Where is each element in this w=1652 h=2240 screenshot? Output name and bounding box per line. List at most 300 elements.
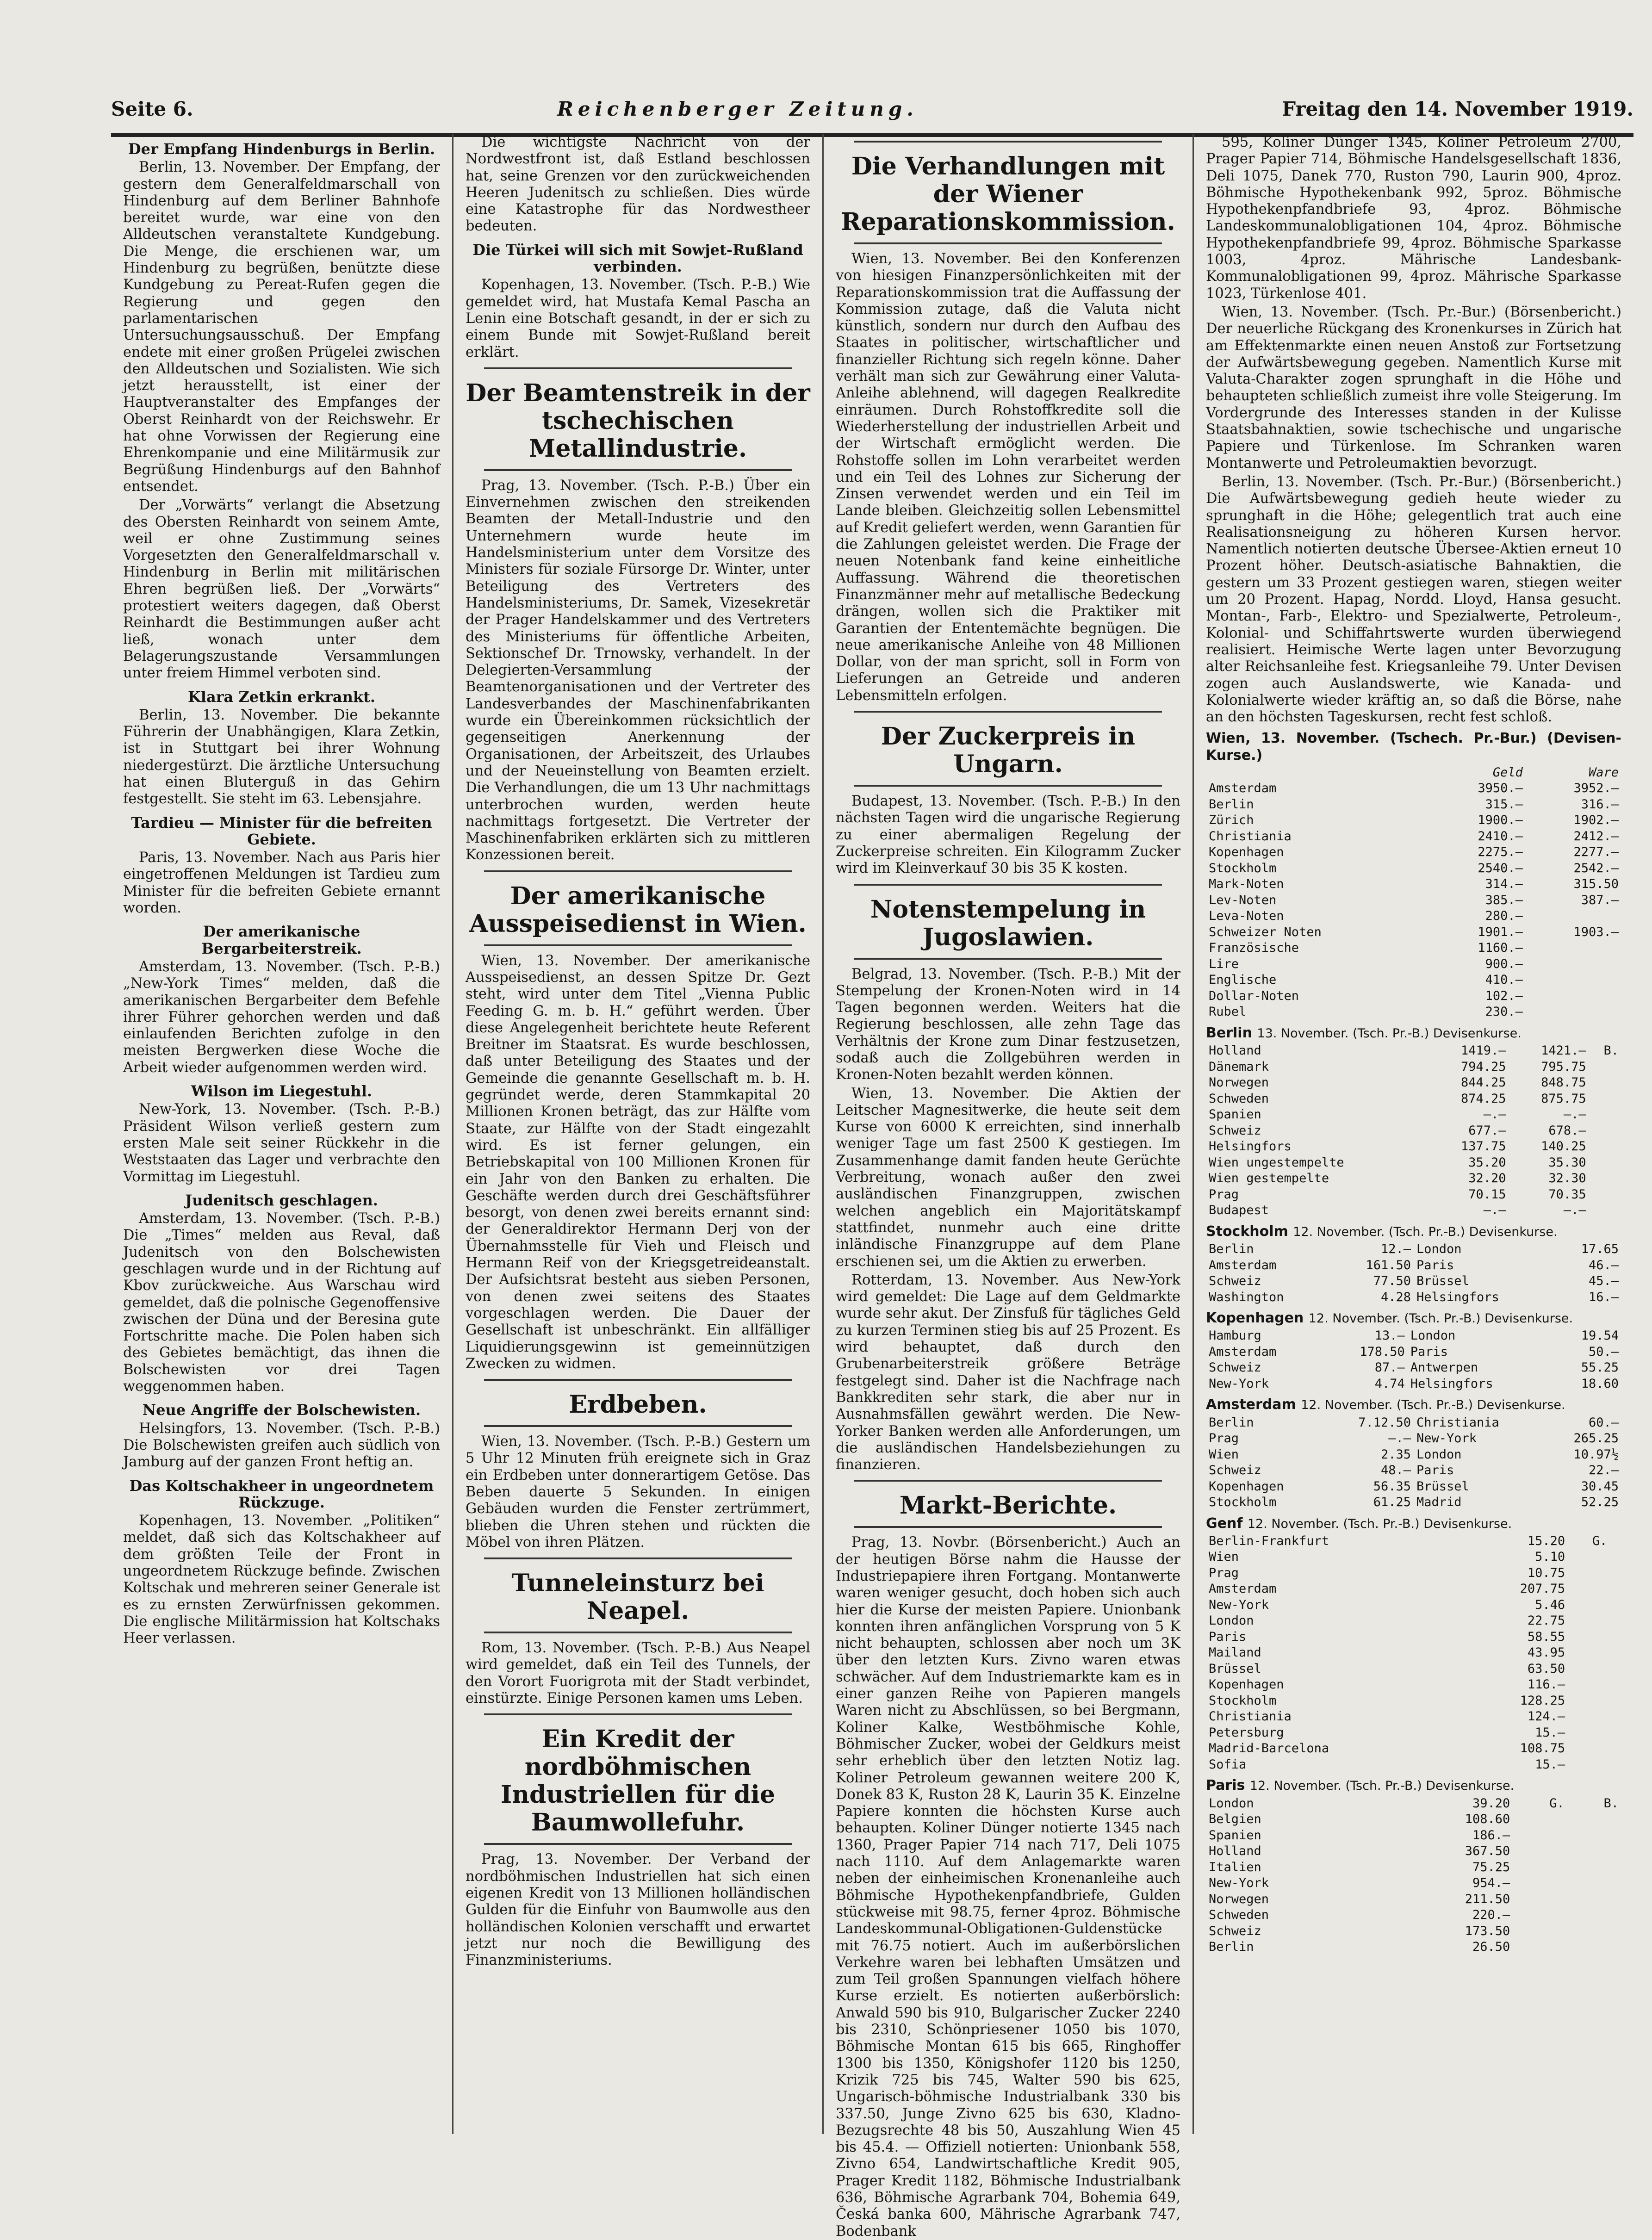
bid-value: 1900.— [1478,813,1523,828]
rate-value: 5.46 [1535,1597,1565,1612]
rate-value: 56.35 [1373,1479,1411,1494]
table-row [1206,1123,1621,1139]
column-2 [453,134,824,2134]
ask-value [1526,1004,1621,1020]
rate-value: 35.20 [1468,1155,1506,1170]
table-row [1206,1581,1621,1597]
currency-name: Dänemark [1209,1059,1269,1074]
ask-value [1526,940,1621,956]
market-heading [1206,1777,1621,1794]
rate-flag [1567,1907,1621,1924]
market-city: Kopenhagen [1206,1310,1309,1327]
currency-name: London [1416,1242,1462,1257]
article-headline: Markt-Berichte. [899,1491,1117,1520]
table-row [1206,1155,1621,1171]
table-row [1206,956,1621,973]
rate-value: 35.30 [1548,1155,1586,1170]
rate-value: 124.— [1527,1709,1565,1724]
rate-value: 848.75 [1541,1075,1586,1090]
rate-value: 220.— [1472,1908,1510,1923]
rate-value: 26.50 [1472,1940,1510,1955]
column-4-market [1194,134,1633,2134]
rate-value: 207.75 [1520,1582,1565,1596]
currency-name: Paris [1416,1258,1454,1272]
bid-value: 2275.— [1478,845,1523,860]
currency-name: Wien [1209,1550,1239,1564]
table-row [1206,1613,1621,1629]
rate-flag: B. [1603,1043,1619,1058]
table-header-row [1206,765,1621,781]
article-text: Wien, 13. November. Der amerikanische Ausspeisedienst, an dessen Spitze Dr. Gezt steht, wird unter dem Titel „Vienna Public Feeding G. m. b. H.“ geführt werden. Über diese Angelegenheit berichtete heute Referent Breitner im Staatsrat. Es wurde beschlossen, daß unter Beteiligung des Staates und der Gemeinde die genannte Gesellschaft m. b. H. gegründet werde, deren Stammkapital 20 Millionen Kronen beträgt, das zur Hälfte vom Staate, zur Hälfte von der Stadt eingezahlt wird. Es ist ferner gelungen, ein Betriebskapital von 100 Millionen Kronen für ein Jahr von den Banken zu erhalten. Die Geschäfte werden durch drei Geschäftsführer besorgt, von denen zwei bereits ernannt sind: der Generaldirektor Hermann Derj von der Übernahmsstelle für Vieh und Fleisch und Hermann Reif von der Kriegsgetreideanstalt. Der Aufsichtsrat besteht aus sieben Personen, von denen zwei seitens des Staates vorgeschlagen werden. Die Dauer der Gesellschaft ist unbeschränkt. Ein allfälliger Liquidierungsgewinn ist gemeinnützigen Zwecken zu widmen. [466,952,810,1372]
currency-name: Hamburg [1209,1328,1261,1343]
rate-value: 15.— [1535,1757,1565,1772]
rate-value: 19.54 [1581,1328,1619,1343]
currency-name: Norwegen [1209,1892,1269,1906]
column-rule [854,884,1162,886]
currency-name: Spanien [1209,1107,1261,1122]
column-rule [854,958,1162,960]
column-rule [484,944,792,946]
rate-value: 10.97½ [1573,1447,1619,1462]
table-row [1206,1796,1621,1812]
rate-value: 265.25 [1573,1431,1619,1446]
currency-name: Paris [1410,1344,1448,1359]
rate-value: 844.25 [1460,1075,1506,1090]
rate-flag [1610,1597,1621,1613]
table-row [1206,844,1621,861]
rate-value: —.— [1563,1107,1586,1122]
table-row [1206,1328,1621,1344]
rate-value: 48.— [1380,1463,1411,1478]
article-heading: Neue Angriffe der Bolschewisten. [142,1401,421,1419]
currency-name: Belgien [1209,1812,1261,1827]
currency-name: Berlin [1209,1415,1254,1430]
currency-name: Prag [1209,1431,1239,1446]
article-heading: Der amerikanische Bergarbeiterstreik. [201,923,362,957]
market-heading [1206,1223,1621,1241]
ask-value [1526,956,1621,973]
currency-name: Sofia [1209,1757,1247,1772]
ask-value [1526,972,1621,988]
table-row [1206,1757,1621,1773]
rate-flag [1589,1203,1621,1219]
column-rule [854,711,1162,713]
rate-value: 61.25 [1373,1495,1411,1510]
rate-value [1513,1939,1567,1955]
rate-value: 22.75 [1527,1613,1565,1628]
rate-value: 13.— [1374,1328,1405,1343]
article-heading: Die Türkei will sich mit Sowjet-Rußland verbinden. [472,241,803,276]
rate-value: 116.— [1527,1677,1565,1692]
rate-value: 795.75 [1541,1059,1586,1074]
currency-name: New-York [1416,1431,1477,1446]
article-text: Berlin, 13. November. Der Empfang, der gestern dem Generalfeldmarschall von Hindenburg auf dem Berliner Bahnhofe bereitet wurde, war eine von den Alldeutschen veranstaltete Kundgebung. Die Menge, die erschienen war, um Hindenburg zu begrüßen, benützte diese Kundgebung zu Pereat-Rufen gegen die Regierung und gegen den parlamentarischen Untersuchungsausschuß. Der Empfang endete mit einer großen Prügelei zwischen den Alldeutschen und Sozialisten. Wie sich jetzt herausstellt, ist einer der Hauptveranstalter des Empfanges der Oberst Reinhardt von der Reichswehr. Er hat ohne Vorwissen der Regierung eine Ehrenkompanie und eine Militärmusik zur Begrüßung Hindenburgs auf den Bahnhof entsendet. [123,159,440,495]
rate-value [1513,1907,1567,1924]
article-headline: Erdbeben. [569,1390,707,1419]
currency-name: Prag [1209,1187,1239,1202]
rate-value: 10.75 [1527,1565,1565,1580]
rate-value: 1421.— [1541,1043,1586,1058]
article-heading: Tardieu — Minister für die befreiten Gebiete. [131,813,432,848]
table-row [1206,876,1621,893]
rate-value: 32.30 [1548,1171,1586,1186]
rate-value: —.— [1388,1431,1411,1446]
bid-value: 2540.— [1478,861,1523,875]
masthead: Reichenberger Zeitung. [557,97,918,120]
currency-name: Holland [1209,1043,1261,1058]
rate-value: 140.25 [1541,1139,1586,1154]
currency-name: Rubel [1209,1005,1247,1019]
rate-value: 5.10 [1535,1550,1565,1564]
rate-flag [1610,1677,1621,1693]
currency-name: Prag [1209,1565,1239,1580]
currency-name: London [1209,1613,1254,1628]
currency-name: New-York [1209,1876,1269,1891]
table-row [1206,1139,1621,1155]
table-row [1206,1344,1621,1360]
currency-name: Christiania [1209,1709,1292,1724]
table-row [1206,1892,1621,1908]
table-row [1206,1290,1621,1306]
bid-value: 410.— [1485,973,1523,987]
currency-name: Brüssel [1209,1661,1261,1676]
table-row [1206,1258,1621,1274]
rate-flag [1610,1757,1621,1773]
column-3 [824,134,1194,2240]
rate-value: 46.— [1588,1258,1619,1272]
rate-value [1513,1875,1567,1892]
bid-value: 314.— [1485,877,1523,892]
rate-value: 39.20 [1472,1796,1510,1811]
table-row [1206,1725,1621,1741]
page-number: Seite 6. [111,97,193,120]
ask-value [1526,908,1621,925]
bid-value: 2410.— [1478,829,1523,844]
currency-name: Wien gestempelte [1209,1171,1329,1186]
currency-name: Stockholm [1209,1495,1277,1510]
rate-flag [1567,1812,1621,1828]
currency-name: Amsterdam [1209,1258,1277,1272]
article-text: Wien, 13. November. (Tsch. P.-B.) Gestern um 5 Uhr 12 Minuten früh ereignete sich in Graz ein Erdbeben unter donnerartigem Getöse. Das Beben dauerte 5 Sekunden. In einigen Gebäuden wurden die Fenster zertrümmert, blieben die Uhren stehen und rückten die Möbel von ihren Plätzen. [466,1433,810,1551]
table-row [1206,1360,1621,1376]
article-text: Paris, 13. November. Nach aus Paris hier eingetroffenen Meldungen ist Tardieu zum Minister für die befreiten Gebiete ernannt worden. [123,850,440,917]
currency-name: Stockholm [1209,861,1277,875]
column-rule [854,785,1162,787]
currency-name: Norwegen [1209,1075,1269,1090]
currency-name: Englische [1209,973,1277,987]
rate-flag [1610,1725,1621,1741]
table-row [1206,908,1621,925]
currency-name: Mark-Noten [1209,877,1284,892]
market-city: Genf [1206,1515,1248,1532]
article-heading: Judenitsch geschlagen. [185,1191,378,1209]
exchange-table [1206,1328,1621,1392]
rate-value: 63.50 [1527,1661,1565,1676]
currency-name: Berlin [1209,797,1254,812]
bid-value: 102.— [1485,988,1523,1003]
exchange-table [1206,1533,1621,1773]
rate-value [1568,1613,1610,1629]
rate-flag [1589,1171,1621,1187]
rate-flag [1589,1123,1621,1139]
table-row [1206,1939,1621,1955]
currency-name: Madrid [1416,1495,1462,1510]
rate-value: 60.— [1588,1415,1619,1430]
rate-value [1568,1725,1610,1741]
currency-name: Schweiz [1209,1360,1261,1375]
rate-value: 75.25 [1472,1860,1510,1874]
rate-flag [1567,1892,1621,1908]
currency-name: London [1410,1328,1456,1343]
rate-flag [1610,1533,1621,1550]
currency-name: Kopenhagen [1209,845,1284,860]
rate-value: 161.50 [1366,1258,1411,1272]
table-row [1206,1187,1621,1203]
article-text: Amsterdam, 13. November. (Tsch. P.-B.) Die „Times“ melden aus Reval, daß Judenitsch von den Bolschewisten geschlagen wurde und in der Richtung auf Kbov zurückweiche. Aus Warschau wird gemeldet, daß die polnische Gegenoffensive zwischen der Düna und der Beresina gute Fortschritte mache. Die Polen haben sich des Gebietes bemächtigt, das ihnen die Bolschewisten vor drei Tagen weggenommen haben. [123,1210,440,1395]
currency-name: Schweden [1209,1091,1269,1106]
currency-name: Antwerpen [1410,1360,1478,1375]
column-rule [484,1843,792,1845]
ask-value: 387.— [1581,893,1619,907]
table-row [1206,1495,1621,1511]
table-row [1206,1812,1621,1828]
ask-value: 3952.— [1573,781,1619,796]
currency-name: Kopenhagen [1209,1677,1284,1692]
rate-value: G. [1592,1533,1608,1548]
article-text: Belgrad, 13. November. (Tsch. P.-B.) Mit der Stempelung der Kronen-Noten wird in 14 Tagen begonnen werden. Weiters hat die Regierung beschlossen, alle zehn Tage das Verhältnis der Krone zum Dinar festzusetzen, sodaß auch die Zollgebühren werden in Kronen-Noten bezahlt werden können. [836,966,1180,1083]
article-headline: Tunneleinsturz bei Neapel. [511,1569,764,1626]
currency-name: Schweiz [1209,1924,1261,1938]
rate-value: 128.25 [1520,1693,1565,1708]
article-text: Prag, 13. Novbr. (Börsenbericht.) Auch an der heutigen Börse nahm die Hausse der Industriepapiere ihren Fortgang. Montanwerte waren weniger gesucht, doch hoben sich auch hier die Kurse der meisten Papiere. Unionbank konnten ihren anfänglichen Vorsprung von 5 K nicht behaupten, schlossen aber noch um 3K über den letzten Kurs. Zivno waren etwas schwächer. Auf dem Industriemarkte kam es in einer ganzen Reihe von Papieren mangels Waren nicht zu Abschlüssen, so bei Bergmann, Koliner Kalke, Westböhmische Kohle, Böhmischer Zucker, wobei der Geldkurs meist sehr erheblich über den letzten Notiz lag. Koliner Petroleum gewannen weitere 200 K, Donek 83 K, Ruston 28 K, Laurin 35 K. Einzelne Papiere konnten die höchsten Kurse auch behaupten. Koliner Dünger notierte 1345 nach 1360, Prager Papier 714 nach 717, Deli 1075 nach 1110. Auf dem Anlagemarkte waren neben der einheimischen Kronenanleihe auch Böhmische Hypothekenpfandbriefe, Gulden stückweise mit 98.75, ferner 4proz. Böhmische Landeskommunal-Obligationen-Guldenstücke mit 76.75 notiert. Auch im außerbörslichen Verkehre waren bei lebhaften Umsätzen und zum Teil großen Spannungen vielfach höhere Kurse erzielt. Es notierten außerbörslich: Anwald 590 bis 910, Bulgarischer Zucker 2240 bis 2310, Schönpriesener 1050 bis 1070, Böhmische Montan 615 bis 665, Ringhoffer 1300 bis 1350, Königshofer 1120 bis 1250, Krizik 725 bis 745, Walter 590 bis 625, Ungarisch-böhmische Industrialbank 330 bis 337.50, Junge Zivno 625 bis 630, Kladno-Bezugsrechte 48 bis 50, Auszahlung Wien 45 bis 45.4. — Offiziell notierten: Unionbank 558, Zivno 654, Landwirtschaftliche Kredit 905, Prager Kredit 1182, Böhmische Industrialbank 636, Böhmische Agrarbank 704, Bohemia 649, Česká banka 600, Mährische Agrarbank 747, Bodenbank [836,1534,1180,2240]
market-heading: Wien, 13. November. (Tschech. Pr.-Bur.) (Devisen-Kurse.) [1206,730,1621,763]
rate-flag: B. [1603,1796,1619,1811]
column-rule [854,141,1162,143]
market-date: 12. November. (Tsch. Pr.-B.) Devisenkurse. [1301,1398,1565,1413]
currency-name: Brüssel [1416,1274,1469,1289]
market-city: Berlin [1206,1024,1257,1041]
currency-name: Budapest [1209,1203,1269,1218]
rate-flag [1610,1565,1621,1582]
currency-name: Washington [1209,1290,1284,1304]
bid-value: 280.— [1485,909,1523,924]
market-city: Amsterdam [1206,1396,1301,1413]
rate-value [1568,1565,1610,1582]
exchange-table [1206,1796,1621,1955]
article-headline: Notenstempelung in Jugoslawien. [870,895,1146,951]
article-headline: Die Verhandlungen mit der Wiener Reparationskommission. [841,152,1175,236]
column-rule [484,870,792,872]
bid-value: 315.— [1485,797,1523,812]
ask-value: 2542.— [1573,861,1619,875]
currency-name: Brüssel [1416,1479,1469,1494]
table-row [1206,1059,1621,1075]
rate-value: 137.75 [1460,1139,1506,1154]
table-row [1206,1415,1621,1431]
rate-value: 7.12.50 [1358,1415,1411,1430]
rate-flag [1589,1187,1621,1203]
table-row [1206,1860,1621,1876]
currency-name: Paris [1209,1629,1247,1644]
currency-name: London [1416,1447,1462,1462]
article-text: Berlin, 13. November. Die bekannte Führerin der Unabhängigen, Klara Zetkin, ist in Stuttgart bei ihrer Wohnung niedergestürzt. Die ärztliche Untersuchung hat einen Bluterguß in das Gehirn festgestellt. Sie steht im 63. Lebensjahre. [123,707,440,807]
rate-value: 17.65 [1581,1242,1619,1257]
exchange-table [1206,1415,1621,1511]
rate-value: 70.35 [1548,1187,1586,1202]
article-text: Rom, 13. November. (Tsch. P.-B.) Aus Neapel wird gemeldet, daß ein Teil des Tunnels, der den Vorort Fuorigrota mit der Stadt verbindet, einstürzte. Einige Personen kamen ums Leben. [466,1640,810,1707]
rate-value: 50.— [1588,1344,1619,1359]
rate-value: 677.— [1468,1123,1506,1138]
rate-value: 22.— [1588,1463,1619,1478]
rate-value: 1419.— [1460,1043,1506,1058]
table-row [1206,1447,1621,1463]
column-1 [111,134,453,2134]
rate-value: 18.60 [1581,1376,1619,1391]
currency-name: Stockholm [1209,1693,1277,1708]
rate-flag [1589,1107,1621,1123]
currency-name: Madrid-Barcelona [1209,1741,1329,1756]
table-row [1206,1629,1621,1645]
rate-value: 173.50 [1465,1924,1510,1938]
currency-name: Amsterdam [1209,781,1277,796]
column-rule [854,1526,1162,1528]
article-headline: Der amerikanische Ausspeisedienst in Wien. [469,881,807,938]
table-row [1206,1924,1621,1940]
currency-name: Holland [1209,1844,1261,1859]
table-row [1206,1645,1621,1661]
rate-value: 794.25 [1460,1059,1506,1074]
rate-value [1513,1892,1567,1908]
rate-value: 77.50 [1373,1274,1411,1289]
ask-value: 1902.— [1573,813,1619,828]
article-heading: Das Koltschakheer in ungeordnetem Rückzuge. [129,1477,434,1511]
table-row [1206,1875,1621,1892]
market-heading [1206,1396,1621,1414]
table-row [1206,940,1621,956]
currency-name: Kopenhagen [1209,1479,1284,1494]
ask-value: 2277.— [1573,845,1619,860]
rate-value: —.— [1563,1203,1586,1218]
rate-flag [1589,1059,1621,1075]
table-row [1206,1709,1621,1725]
article-text: Kopenhagen, 13. November. (Tsch. P.-B.) Wie gemeldet wird, hat Mustafa Kemal Pascha an Lenin eine Botschaft gesandt, in der er sich zu einem Bunde mit Sowjet-Rußland bereit erklärt. [466,277,810,360]
rate-value: 178.50 [1360,1344,1405,1359]
currency-name: Amsterdam [1209,1582,1277,1596]
rate-value [1513,1828,1567,1844]
ask-value: 315.50 [1573,877,1619,892]
currency-name: Berlin-Frankfurt [1209,1533,1329,1548]
currency-name: New-York [1209,1376,1269,1391]
rate-value: 30.45 [1581,1479,1619,1494]
article-text: Helsingfors, 13. November. (Tsch. P.-B.) Die Bolschewisten greifen auch südlich von Jamburg auf der ganzen Front heftig an. [123,1420,440,1471]
table-row [1206,797,1621,813]
column-rule [484,1713,792,1715]
rate-value: 4.28 [1380,1290,1411,1304]
rate-flag [1610,1581,1621,1597]
currency-name: Wien [1209,1447,1239,1462]
article-text: Budapest, 13. November. (Tsch. P.-B.) In den nächsten Tagen wird die ungarische Regierung zu einer abermaligen Regelung der Zuckerpreise schreiten. Ein Kilogramm Zucker wird im Kleinverkauf 30 bis 35 K kosten. [836,793,1180,877]
column-rule [484,469,792,471]
rate-value: 186.— [1472,1828,1510,1843]
market-heading [1206,1515,1621,1533]
rate-value [1568,1693,1610,1709]
article-heading: Wilson im Liegestuhl. [191,1082,372,1100]
rate-flag [1589,1075,1621,1091]
table-row [1206,1907,1621,1924]
article-text: Prag, 13. November. Der Verband der nordböhmischen Industriellen hat sich einen eigenen Kredit von 13 Millionen holländischen Gulden für die Einfuhr von Baumwolle aus den holländischen Kolonien verschafft und erwartet jetzt nur noch die Bewilligung des Finanzministeriums. [466,1851,810,1969]
currency-name: Paris [1416,1463,1454,1478]
rate-value: 367.50 [1465,1844,1510,1859]
rate-value: G. [1549,1796,1565,1811]
bid-value: 900.— [1485,956,1523,971]
currency-name: Wien ungestempelte [1209,1155,1344,1170]
article-headline: Der Beamtenstreik in der tschechischen Metallindustrie. [466,379,810,463]
market-report-text: 595, Koliner Dünger 1345, Koliner Petroleum 2700, Prager Papier 714, Böhmische Handelsgesellschaft 1836, Deli 1075, Danek 770, Ruston 790, Laurin 900, 4proz. Böhmische Hypothekenbank 992, 5proz. Böhmische Hypothekenpfandbriefe 93, 4proz. Böhmische Landeskommunalobligationen 104, 4proz. Böhmische Hypothekenpfandbriefe 99, 4proz. Böhmische Sparkasse 1003, 4proz. Mährische Landesbank-Kommunalobligationen 99, 4proz. Mährische Sparkasse 1023, Türkenlose 401. [1206,134,1621,302]
rate-value: —.— [1483,1107,1506,1122]
currency-name: Berlin [1209,1242,1254,1257]
rate-value: 15.20 [1527,1533,1565,1548]
article-text: Der „Vorwärts“ verlangt die Absetzung des Obersten Reinhardt von seinem Amte, weil er ohne Zustimmung seines Vorgesetzten den Generalfeldmarschall v. Hindenburg in Berlin mit militärischen Ehren begrüßen ließ. Der „Vorwärts“ protestiert weiters dagegen, daß Oberst Reinhardt die Bestimmungen außer acht ließ, wonach unter dem Belagerungszustande Versammlungen unter freiem Himmel verboten sind. [123,497,440,682]
table-row [1206,813,1621,829]
currency-name: Amsterdam [1209,1344,1277,1359]
rate-value [1513,1812,1567,1828]
table-row [1206,1828,1621,1844]
rate-value: 70.15 [1468,1187,1506,1202]
ask-value: 316.— [1581,797,1619,812]
table-row [1206,1741,1621,1757]
currency-name: Spanien [1209,1828,1261,1843]
rate-flag [1610,1693,1621,1709]
rate-value: 954.— [1472,1876,1510,1891]
currency-name: Französische [1209,941,1299,956]
rate-value: 58.55 [1527,1629,1565,1644]
rate-value [1568,1741,1610,1757]
table-row [1206,1661,1621,1677]
table-row [1206,1107,1621,1123]
article-text: Amsterdam, 13. November. (Tsch. P.-B.) „New-York Times“ melden, daß die amerikanischen Bergarbeiter dem Befehle ihrer Führer gehorchen werden und daß einlaufenden Berichten zufolge in den meisten Bergwerken diese Woche die Arbeit wieder aufgenommen werden wird. [123,958,440,1076]
rate-value: 211.50 [1465,1892,1510,1906]
table-row [1206,1075,1621,1091]
wien-devisen-table [1206,765,1621,1020]
table-row [1206,1677,1621,1693]
rate-value: 16.— [1588,1290,1619,1304]
columns [111,134,1633,2240]
market-report-text: Berlin, 13. November. (Tsch. Pr.-Bur.) (Börsenbericht.) Die Aufwärtsbewegung gedieh heute wieder zu sprunghaft in die Höhe; gelegentlich trat auch eine Realisationsneigung zu höheren Kursen hervor. Namentlich notierten deutsche Übersee-Aktien erneut 10 Prozent höher. Deutsch-asiatische Bahnaktien, die gestern um 33 Prozent gestiegen waren, stiegen weiter um 20 Prozent. Hapag, Nordd. Lloyd, Hansa gesucht. Montan-, Farb-, Elektro- und Spezialwerte, Petroleum-, Kolonial- und Schiffahrtswerte wurden überwiegend realisiert. Heimische Werte lagen unter Bevorzugung alter Reichsanleihe fest. Kriegsanleihe 79. Unter Devisen zogen auch Auslandswerte, wie Kanada- und Kolonialwerte wieder kräftig an, so daß die Börse, nahe an den höchsten Tageskursen, recht fest schloß. [1206,473,1621,726]
currency-name: Christiania [1209,829,1292,844]
currency-name: Zürich [1209,813,1254,828]
rate-value [1513,1843,1567,1860]
column-rule [484,1379,792,1381]
table-row [1206,1203,1621,1219]
article-text: Wien, 13. November. Bei den Konferenzen von hiesigen Finanzpersönlichkeiten mit der Reparationskommission trat die Auffassung der Kommission zutage, daß die Valuta nicht künstlich, sondern nur durch den Aufbau des Staates in politischer, wirtschaftlicher und finanzieller Richtung sich regeln könne. Daher verhält man sich zur Gewährung einer Valuta-Anleihe ablehnend, will dagegen Realkredite einräumen. Durch Rohstoffkredite soll die Wiederherstellung der industriellen Arbeit und der Wirtschaft ermöglicht werden. Die Rohstoffe sollen im Lohn verarbeitet werden und ein Teil des Lohnes zur Sicherung der Zinsen verwendet werden und ein Teil im Lande bleiben. Gleichzeitig sollen Lebensmittel auf Kredit geliefert werden, wenn Garantien für die Zahlungen geleistet werden. Die Frage der neuen Notenbank fand keine einheitliche Auffassung. Während die theoretischen Finanzmänner mehr auf metallische Bedeckung drängen, wollen sich die Praktiker mit Garantien der Ententemächte begnügen. Die neue amerikanische Anleihe von 48 Millionen Dollar, von der man spricht, soll in Form von Lieferungen an Getreide und anderen Lebensmitteln erfolgen. [836,251,1180,704]
column-rule [484,1557,792,1559]
ask-value [1526,988,1621,1005]
ask-value: 2412.— [1573,829,1619,844]
rate-flag [1567,1828,1621,1844]
article-text: Kopenhagen, 13. November. „Politiken“ meldet, daß sich das Koltschakheer auf dem größten Teile der Front in ungeordnetem Rückzuge befinde. Zwischen Koltschak und mehreren seiner Generale ist es zu ernsten Zerwürfnissen gekommen. Die englische Militärmission hat Koltschaks Heer verlassen. [123,1513,440,1647]
exchange-table [1206,1241,1621,1305]
column-rule [854,242,1162,244]
rate-flag [1567,1924,1621,1940]
currency-name: London [1209,1796,1254,1811]
table-row [1206,925,1621,941]
currency-name: Schweden [1209,1908,1269,1923]
article-text: Wien, 13. November. Die Aktien der Leitscher Magnesitwerke, die heute seit dem Kurse von 6000 K erreichten, sind innerhalb weniger Tage um fast 2500 K gestiegen. Im Zusammenhange damit fanden heute Gerüchte Verbreitung, wonach außer den zwei ausländischen Finanzgruppen, zwischen welchen angeblich ein Majoritätskampf stattfindet, nunmehr auch eine dritte inländische Finanzgruppe auf dem Plane erschienen sei, um die Aktien zu erwerben. [836,1085,1180,1270]
table-header-cell: Ware [1588,765,1619,780]
market-heading [1206,1310,1621,1327]
rate-value: 2.35 [1380,1447,1411,1462]
rate-value [1513,1860,1567,1876]
